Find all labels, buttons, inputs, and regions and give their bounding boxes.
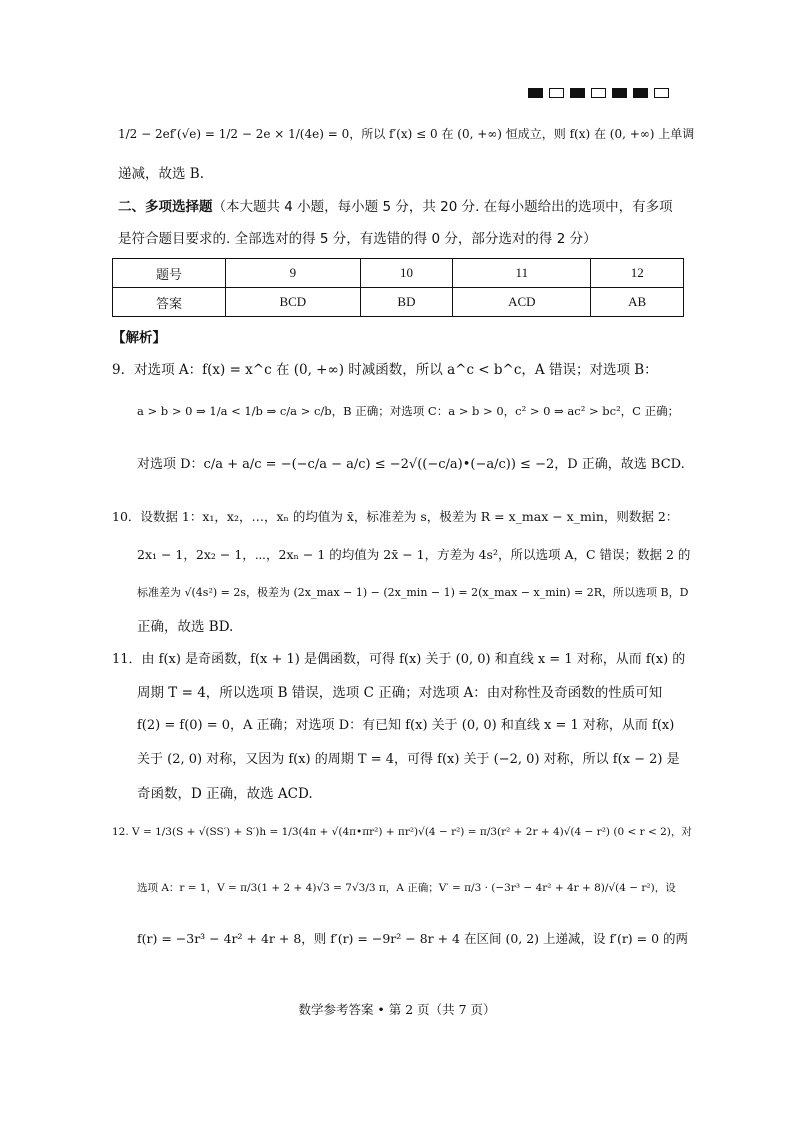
q9-line: 对选项 D：c/a + a/c = −(−c/a − a/c) ≤ −2√((−c/a)•(−a/c)) ≤ −2，D 正确，故选 BCD. (137, 457, 685, 472)
section-description-line: 是符合题目要求的. 全部选对的得 5 分，有选错的得 0 分，部分选对的得 2 分） (118, 231, 597, 247)
hollow-square-icon (591, 88, 606, 98)
section-heading (118, 197, 682, 217)
page-footer: 数学参考答案 • 第 2 页（共 7 页） (298, 1002, 496, 1017)
header-marks (528, 88, 669, 98)
continuation-line: 1/2 − 2ef′(√e) = 1/2 − 2e × 1/(4e) = 0，所以 f′(x) ≤ 0 在 (0, +∞) 恒成立，则 f(x) 在 (0, +∞) 上单调 (118, 127, 695, 141)
q10-line: 标准差为 √(4s²) = 2s，极差为 (2x_max − 1) − (2x_min − 1) = 2(x_max − x_min) = 2R，所以选项 B，D (137, 586, 689, 599)
table-row (113, 288, 684, 317)
question-number-cell: 9 (226, 259, 361, 288)
filled-square-icon (633, 88, 648, 98)
filled-square-icon (570, 88, 585, 98)
continuation-line: 递减，故选 B. (118, 166, 205, 182)
q10-line: 正确，故选 BD. (137, 619, 234, 635)
q9-line: 9．对选项 A：f(x) = x^c 在 (0, +∞) 时减函数，所以 a^c < b^c，A 错误；对选项 B： (112, 362, 658, 378)
section-title: 二、多项选择题 (118, 199, 213, 215)
answer-table (112, 258, 684, 317)
question-number-cell: 10 (360, 259, 453, 288)
row-header: 题号 (113, 259, 226, 288)
section-description: （本大题共 4 小题，每小题 5 分，共 20 分. 在每小题给出的选项中，有多项 (212, 199, 673, 215)
q11-line: 奇函数，D 正确，故选 ACD. (137, 786, 313, 802)
filled-square-icon (612, 88, 627, 98)
q12-line: f(r) = −3r³ − 4r² + 4r + 8，则 f′(r) = −9r² − 8r + 4 在区间 (0, 2) 上递减，设 f′(r) = 0 的两 (137, 931, 689, 946)
q12-line: 12. V = 1/3(S + √(SS′) + S′)h = 1/3(4π + √(4π•πr²) + πr²)√(4 − r²) = π/3(r² + 2r + 4)√(4 − r²) (0 < r < 2)，对 (112, 826, 692, 838)
answer-cell: BCD (226, 288, 361, 317)
q11-line: 关于 (2, 0) 对称，又因为 f(x) 的周期 T = 4，可得 f(x) 关于 (−2, 0) 对称，所以 f(x − 2) 是 (137, 752, 680, 767)
answer-cell: BD (360, 288, 453, 317)
q11-line: 周期 T = 4，所以选项 B 错误，选项 C 正确；对选项 A：由对称性及奇函数的性质可知 (137, 685, 663, 701)
table-row (113, 259, 684, 288)
answer-cell: ACD (453, 288, 591, 317)
q10-line: 2x₁ − 1，2x₂ − 1，⋯，2xₙ − 1 的均值为 2x̄ − 1，方差为 4s²，所以选项 A，C 错误；数据 2 的 (137, 547, 691, 562)
q12-line: 选项 A：r = 1，V = π/3(1 + 2 + 4)√3 = 7√3/3 π，A 正确；V′ = π/3 · (−3r³ − 4r² + 4r + 8)/√(4 − r²)，设 (137, 882, 676, 894)
q11-line: 11．由 f(x) 是奇函数，f(x + 1) 是偶函数，可得 f(x) 关于 (0, 0) 和直线 x = 1 对称，从而 f(x) 的 (112, 652, 686, 667)
hollow-square-icon (549, 88, 564, 98)
question-number-cell: 11 (453, 259, 591, 288)
row-header: 答案 (113, 288, 226, 317)
question-number-cell: 12 (591, 259, 684, 288)
q9-line: a > b > 0 ⇒ 1/a < 1/b ⇒ c/a > c/b，B 正确；对选项 C：a > b > 0，c² > 0 ⇒ ac² > bc²，C 正确； (137, 404, 680, 418)
answer-cell: AB (591, 288, 684, 317)
analysis-label: 【解析】 (112, 330, 166, 346)
hollow-square-icon (654, 88, 669, 98)
q11-line: f(2) = f(0) = 0，A 正确；对选项 D：有已知 f(x) 关于 (0, 0) 和直线 x = 1 对称，从而 f(x) (137, 718, 675, 733)
filled-square-icon (528, 88, 543, 98)
q10-line: 10．设数据 1：x₁，x₂，…，xₙ 的均值为 x̄，标准差为 s，极差为 R = x_max − x_min，则数据 2： (112, 509, 679, 524)
